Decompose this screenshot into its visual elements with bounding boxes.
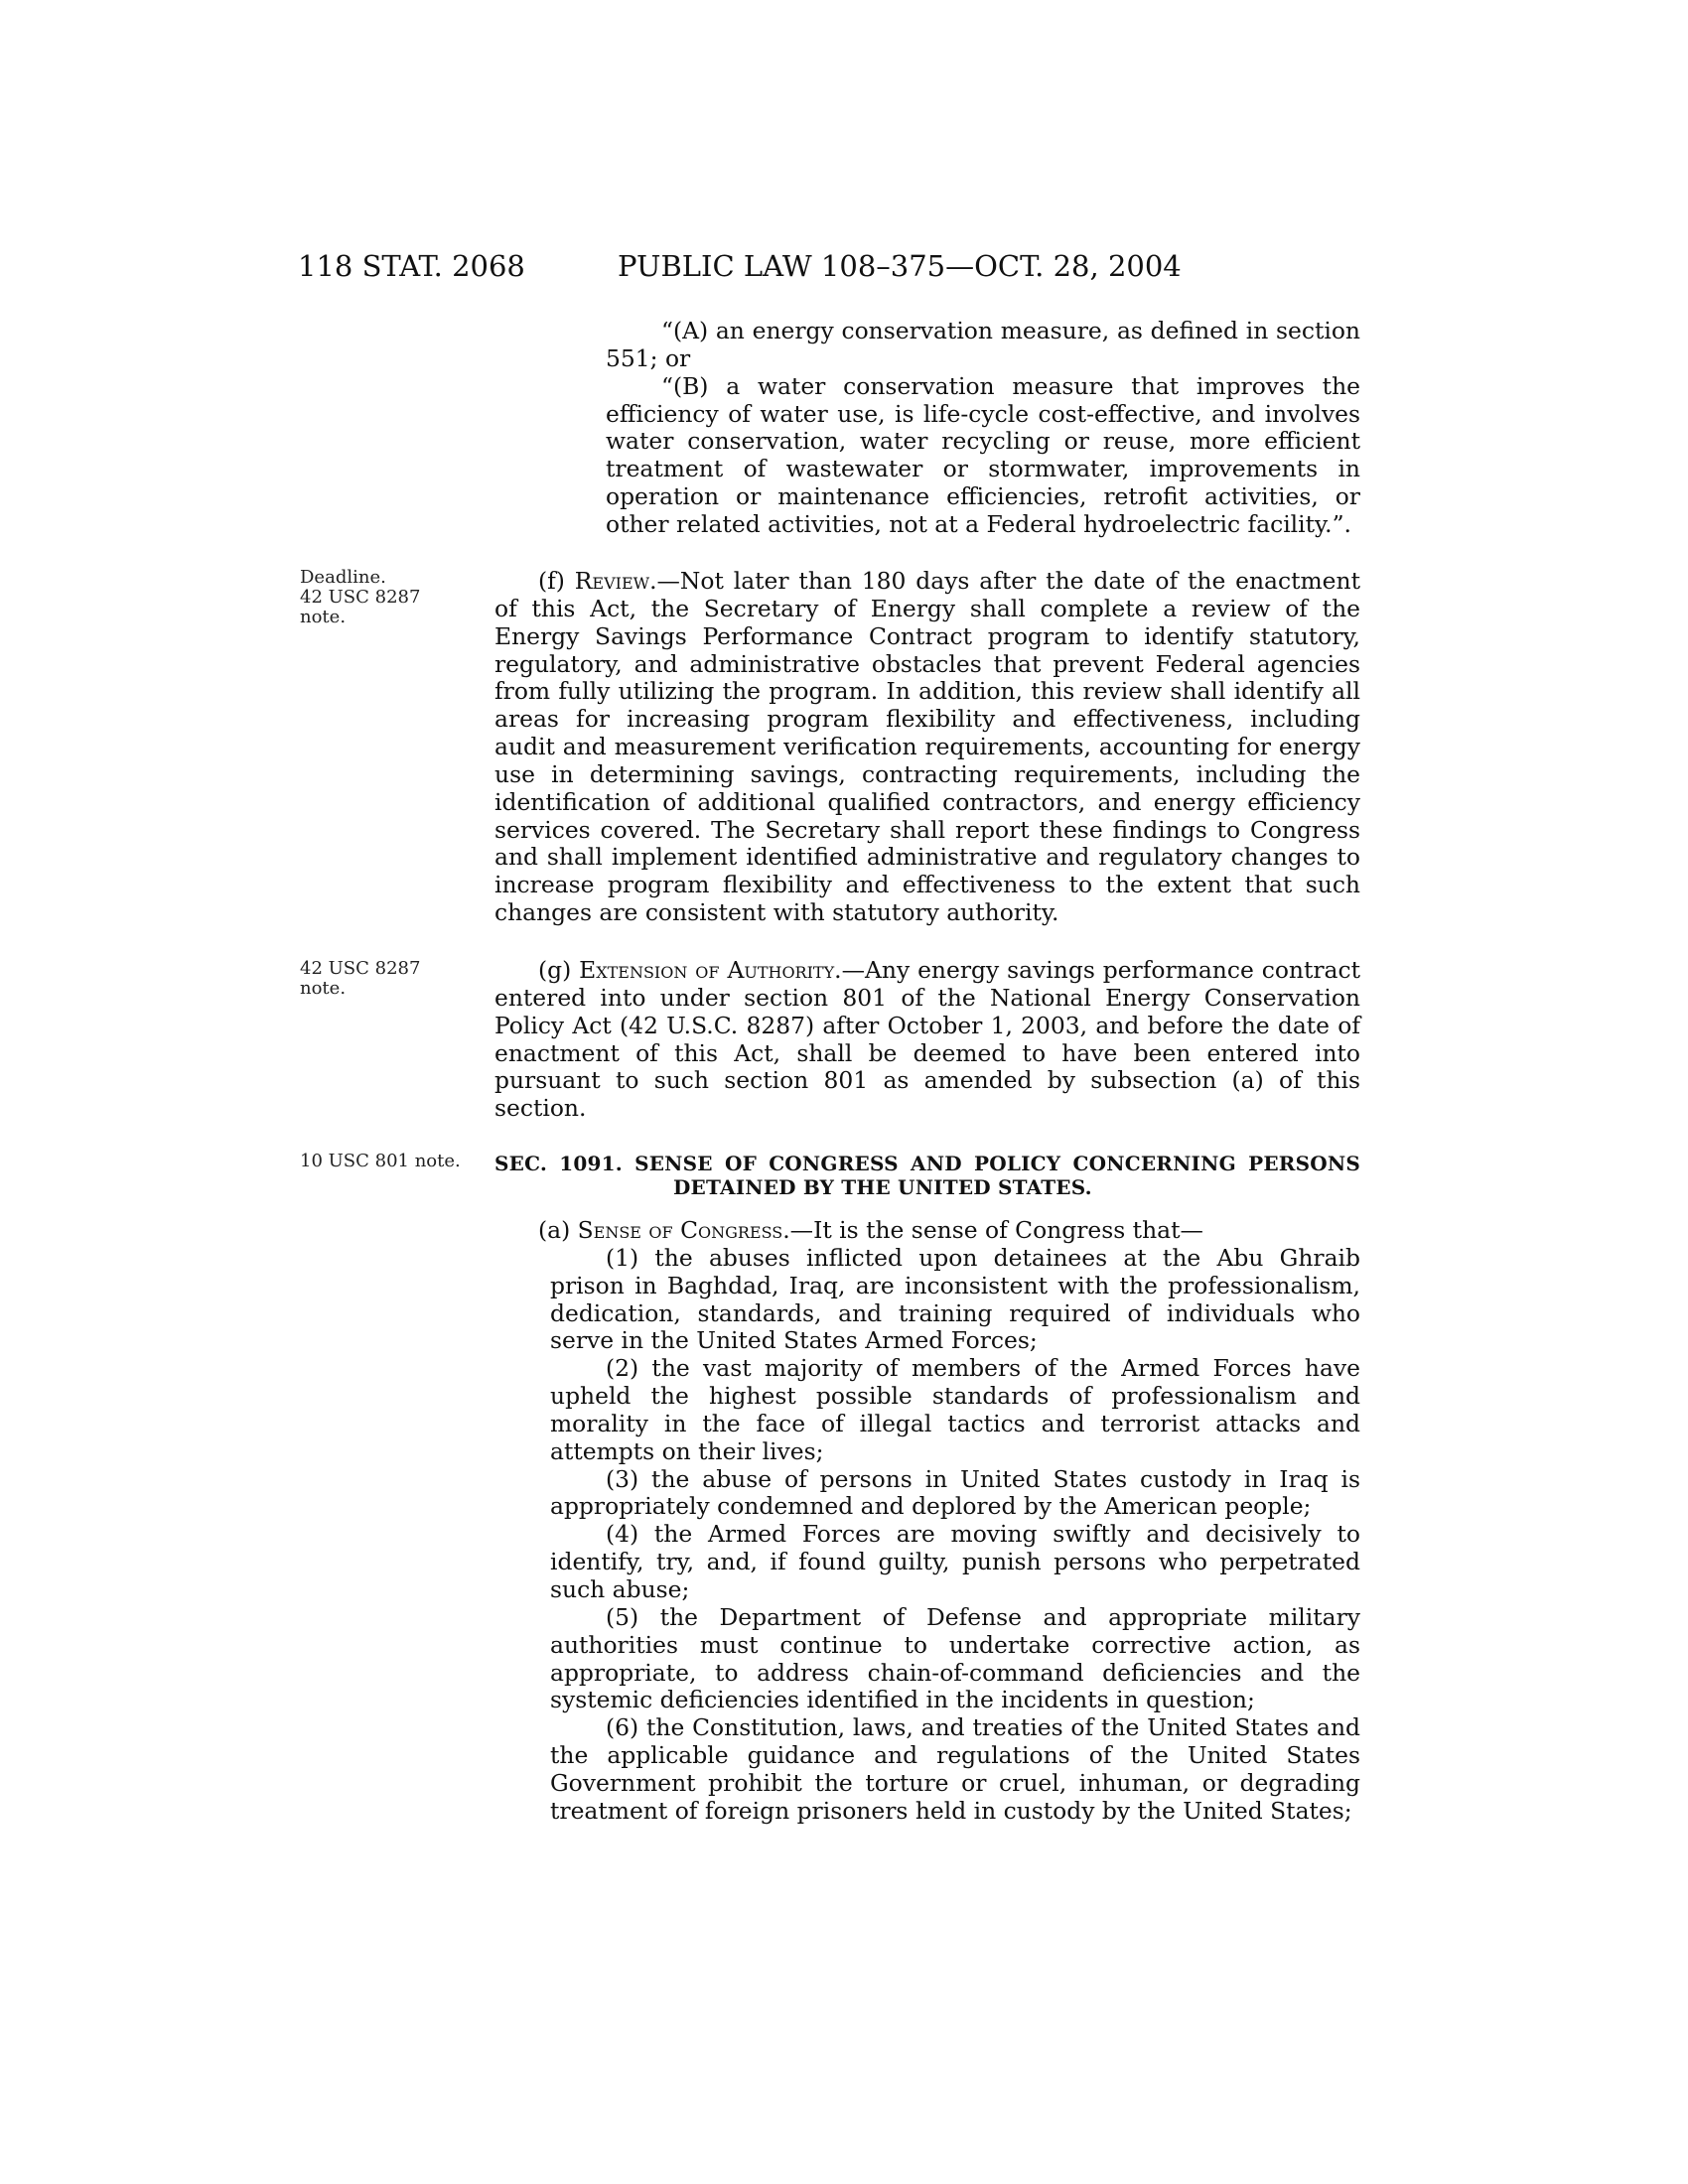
extension-text: .—Any energy savings performance contract entered into under section 801 of the National Energy Conservation Policy Act (42 U.S.C. 8287) after October 1, 2003, and before the date of enactment of this Act, shall be deemed to have been entered into pursuant to such section 801 as amended by subsection (a) of this section.	[494, 956, 1360, 1123]
subsection-sense	[494, 1217, 1360, 1826]
amendment-block	[494, 318, 1360, 539]
extension-heading: Extension of Authority	[579, 956, 835, 984]
list-item: (6) the Constitution, laws, and treaties of the United States and the applicable guidance and regulations of the United States Government prohibit the torture or cruel, inhuman, or degrading treatment of foreign prisoners held in custody by the United States;	[550, 1713, 1360, 1825]
margin-note-line: Deadline.	[300, 567, 386, 588]
section-heading	[494, 1152, 1360, 1199]
extension-label: (g)	[538, 956, 580, 984]
margin-note-line: note.	[300, 978, 347, 999]
margin-note-line: 42 USC 8287	[300, 958, 421, 979]
margin-note-line: 42 USC 8287	[300, 587, 421, 608]
list-item: (4) the Armed Forces are moving swiftly and decisively to identify, try, and, if found guilty, punish persons who perpetrated such abuse;	[550, 1520, 1360, 1603]
page-stat-number: 118 STAT. 2068	[298, 249, 525, 283]
section-heading-line1: SEC. 1091. SENSE OF CONGRESS AND POLICY CONCERNING PERSONS	[494, 1152, 1360, 1175]
margin-note-deadline	[300, 568, 469, 627]
sense-text: .—It is the sense of Congress that—	[782, 1216, 1203, 1244]
clause-b: “(B) a water conservation measure that improves the efficiency of water use, is life-cycle cost-effective, and involves water conservation, water recycling or reuse, more efficient treatment of wastewater or stormwater, improvements in operation or maintenance efficiencies, retrofit activities, or other related activities, not at a Federal hydroelectric facility.”.	[606, 371, 1360, 538]
subsection-extension	[494, 957, 1360, 1123]
section-heading-line2: DETAINED BY THE UNITED STATES.	[673, 1175, 1092, 1199]
list-item: (3) the abuse of persons in United States custody in Iraq is appropriately condemned and deplored by the American people;	[550, 1464, 1360, 1521]
sense-intro	[494, 1217, 1360, 1245]
margin-note-usc	[300, 959, 469, 999]
review-text: .—Not later than 180 days after the date of the enactment of this Act, the Secretary of Energy shall complete a review of the Energy Savings Performance Contract program to identify statutory, regulatory, and administrative obstacles that prevent Federal agencies from fully utilizing the program. In addition, this review shall identify all areas for increasing program flexibility and effectiveness, including audit and measurement verification requirements, accounting for energy use in determining savings, contracting requirements, including the identification of additional qualified contractors, and energy efficiency services covered. The Secretary shall report these findings to Congress and shall implement identified administrative and regulatory changes to increase program flexibility and effectiveness to the extent that such changes are consistent with statutory authority.	[494, 567, 1360, 927]
sense-heading: Sense of Congress	[577, 1216, 783, 1244]
margin-note-line: note.	[300, 607, 347, 627]
extension-paragraph	[494, 957, 1360, 1123]
list-item: (2) the vast majority of members of the Armed Forces have upheld the highest possible standards of professionalism and morality in the face of illegal tactics and terrorist attacks and attempts on their lives;	[550, 1354, 1360, 1465]
margin-note-line: 10 USC 801 note.	[300, 1151, 461, 1171]
margin-note-section	[300, 1152, 469, 1171]
clause-a: “(A) an energy conservation measure, as defined in section 551; or	[606, 317, 1360, 372]
page-header-title: PUBLIC LAW 108–375—OCT. 28, 2004	[618, 249, 1182, 283]
review-paragraph	[494, 568, 1360, 927]
subsection-review	[494, 568, 1360, 927]
review-label: (f)	[538, 567, 575, 595]
sense-label: (a)	[538, 1216, 578, 1244]
review-heading: Review	[574, 567, 650, 595]
list-item: (1) the abuses inflicted upon detainees at the Abu Ghraib prison in Baghdad, Iraq, are inconsistent with the professionalism, dedication, standards, and training required of individuals who serve in the United States Armed Forces;	[550, 1243, 1360, 1355]
list-item: (5) the Department of Defense and appropriate military authorities must continue to undertake corrective action, as appropriate, to address chain-of-command deficiencies and the systemic deficiencies identified in the incidents in question;	[550, 1602, 1360, 1714]
